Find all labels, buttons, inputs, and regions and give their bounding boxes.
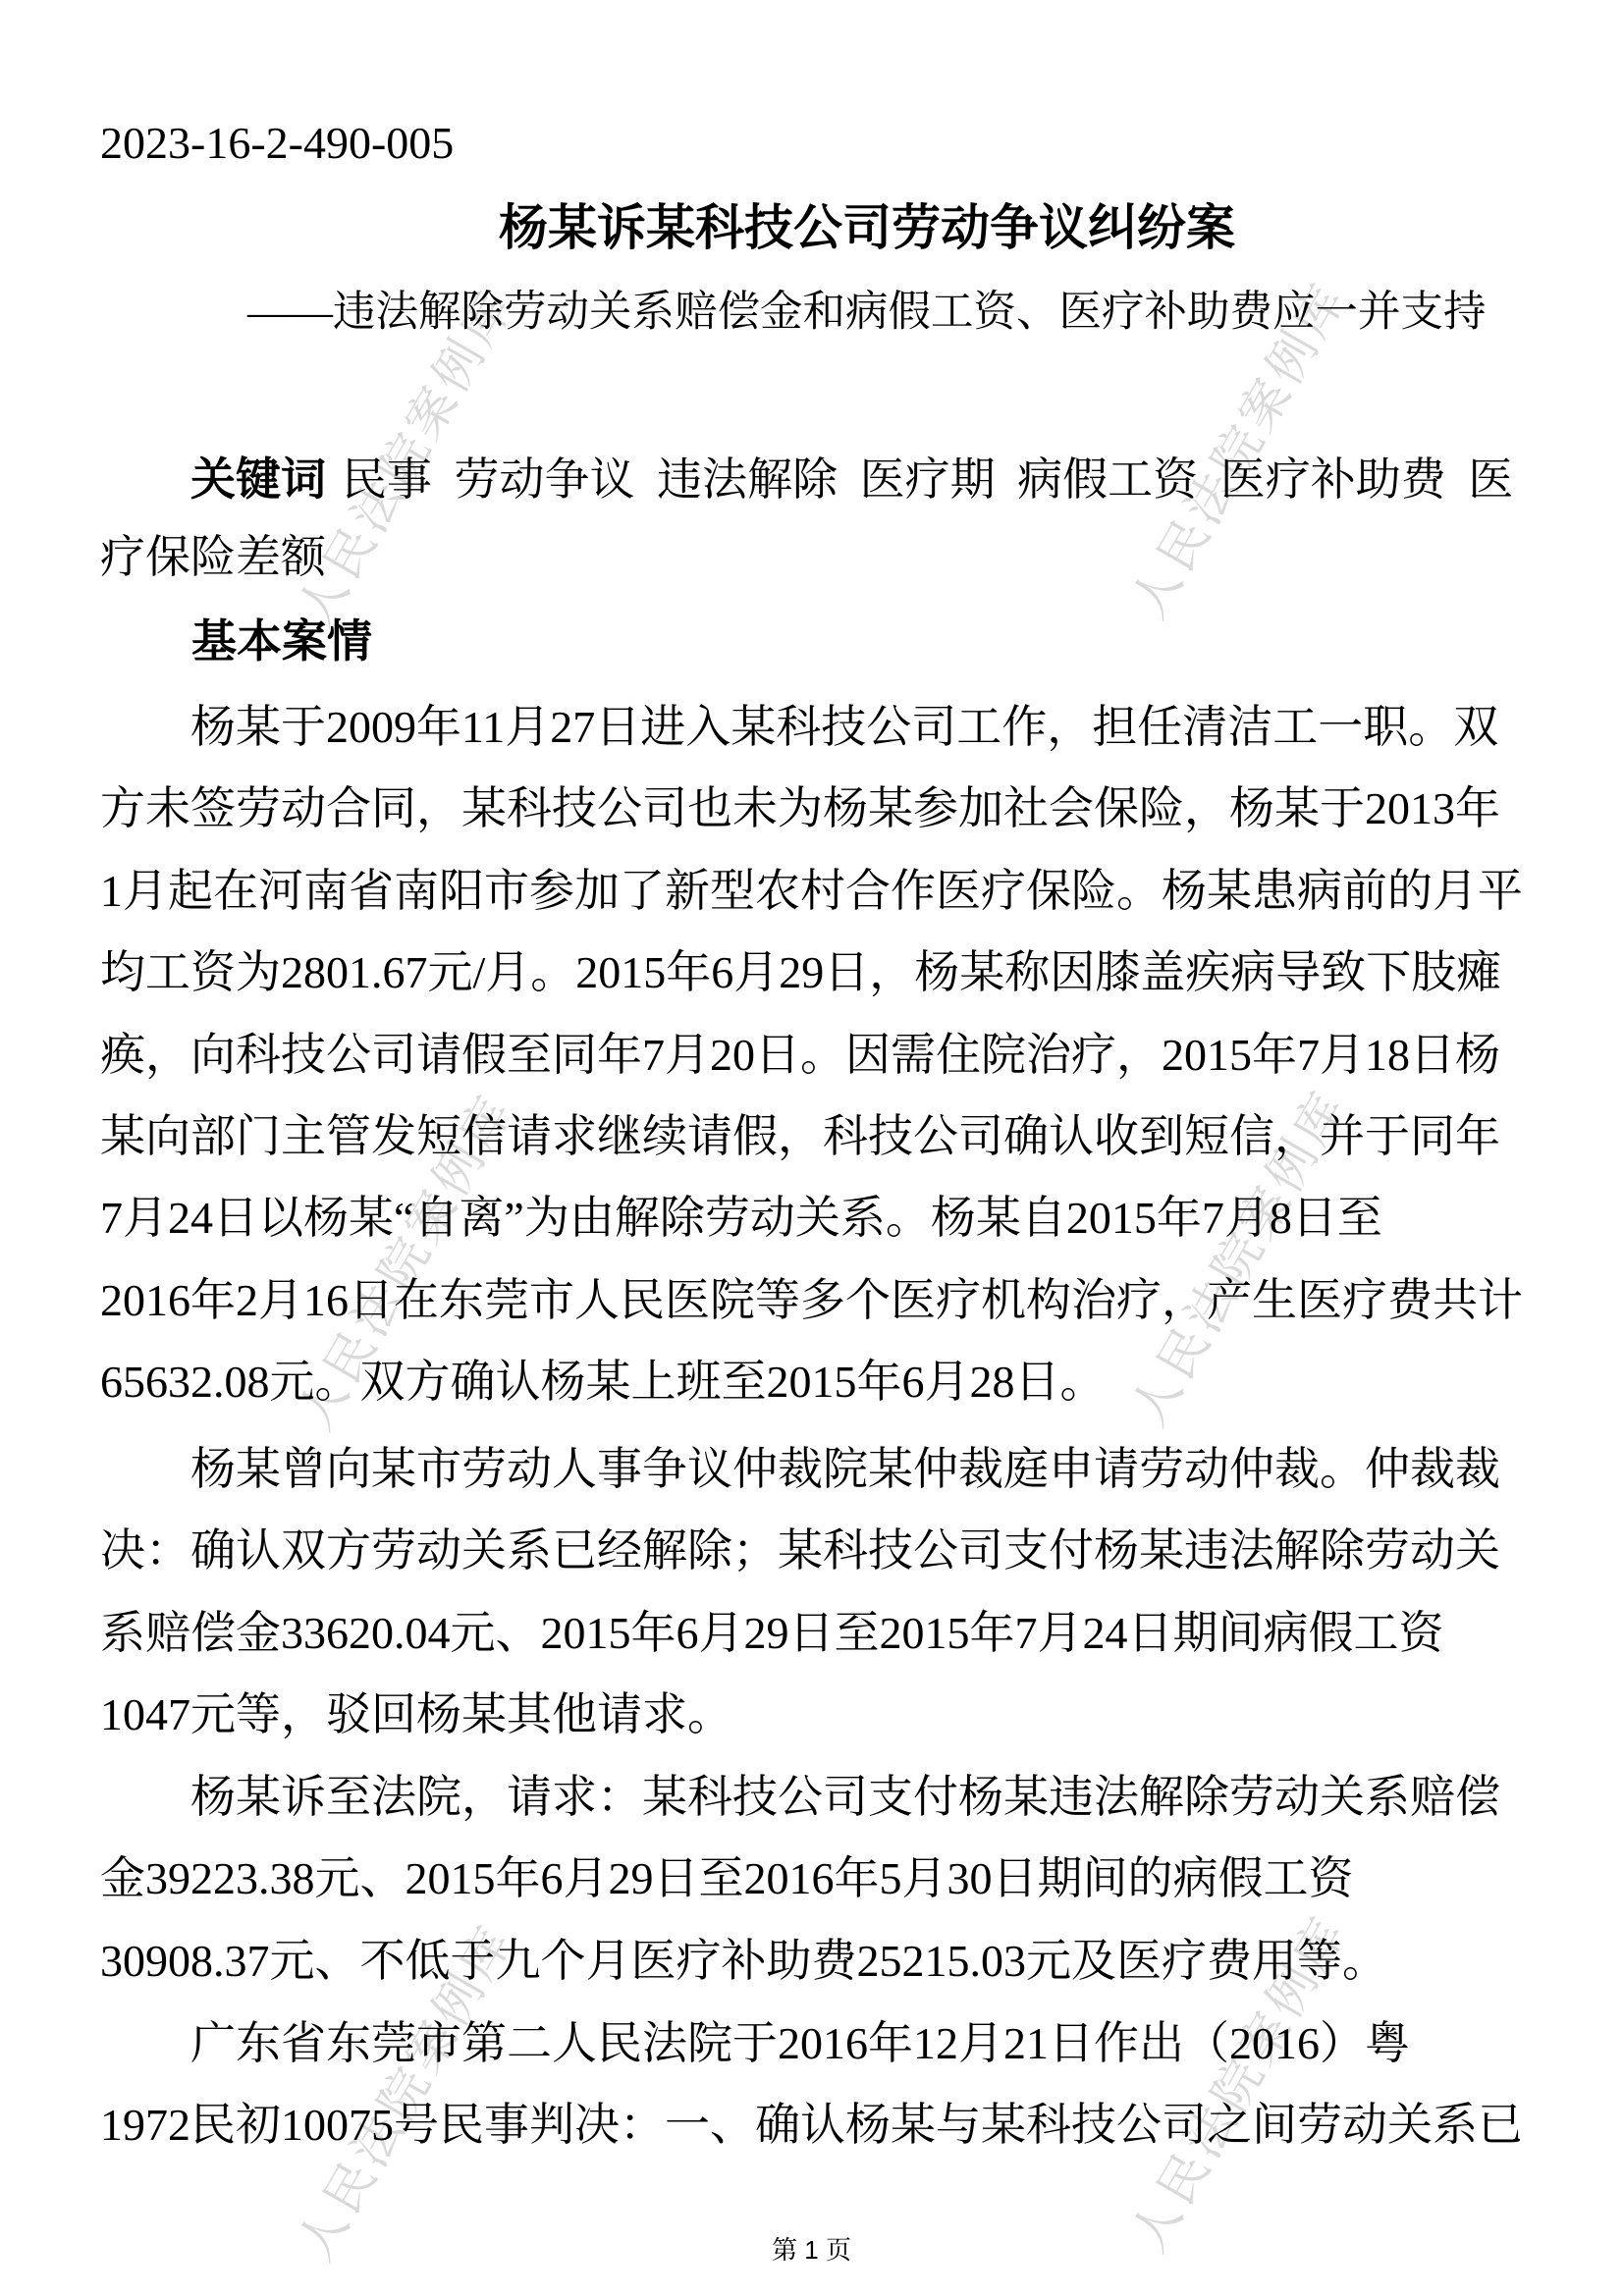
case-id: 2023-16-2-490-005: [100, 118, 455, 168]
keywords-values: 疗保险差额: [100, 532, 326, 582]
watermark-text: 人民法院案例库: [287, 1084, 524, 1439]
paragraph-line: 30908.37元、不低于九个月医疗补助费25215.03元及医疗费用等。: [100, 1935, 1387, 1986]
paragraph-line: 均工资为2801.67元/月。2015年6月29日，杨某称因膝盖疾病导致下肢瘫: [100, 947, 1502, 998]
paragraph-line: 系赔偿金33620.04元、2015年6月29日至2015年7月24日期间病假工资: [100, 1607, 1444, 1658]
paragraph: [100, 1756, 1500, 2002]
paragraph-line: 1972民初10075号民事判决：一、确认杨某与某科技公司之间劳动关系已: [100, 2100, 1523, 2151]
watermark-text: 人民法院案例库: [287, 280, 524, 635]
document-subtitle: ——违法解除劳动关系赔偿金和病假工资、医疗补助费应一并支持: [247, 289, 1487, 336]
paragraph-line: 痪，向科技公司请假至同年7月20日。因需住院治疗，2015年7月18日杨: [100, 1029, 1500, 1080]
watermark-text: 人民法院案例库: [1120, 1080, 1358, 1435]
paragraph: [100, 1428, 1500, 1756]
document-title: 杨某诉某科技公司劳动争议纠纷案: [499, 200, 1235, 255]
paragraph-line: 广东省东莞市第二人民法院于2016年12月21日作出（2016）粤: [190, 2018, 1410, 2068]
keywords-label: 关键词: [190, 454, 326, 505]
keywords-line: [100, 518, 1513, 597]
watermark-text: 人民法院案例库: [1120, 1905, 1358, 2261]
paragraph-line: 杨某曾向某市劳动人事争议仲裁院某仲裁庭申请劳动仲裁。仲裁裁: [190, 1444, 1500, 1494]
paragraph-line: 杨某诉至法院，请求：某科技公司支付杨某违法解除劳动关系赔偿: [190, 1772, 1500, 1822]
keywords-values: 民事 劳动争议 违法解除 医疗期 病假工资 医疗补助费 医: [342, 454, 1514, 505]
paragraph-line: 某向部门主管发短信请求继续请假，科技公司确认收到短信，并于同年: [100, 1110, 1500, 1161]
paragraph-line: 2016年2月16日在东莞市人民医院等多个医疗机构治疗，产生医疗费共计: [100, 1274, 1523, 1325]
paragraph-line: 7月24日以杨某“自离”为由解除劳动关系。杨某自2015年7月8日至: [100, 1193, 1382, 1244]
paragraph-line: 1月起在河南省南阳市参加了新型农村合作医疗保险。杨某患病前的月平: [100, 865, 1523, 916]
keywords-block: [100, 440, 1513, 597]
paragraph-line: 杨某于2009年11月27日进入某科技公司工作，担任清洁工一职。双: [190, 702, 1499, 752]
watermark-text: 人民法院案例库: [287, 1914, 524, 2269]
paragraph-line: 1047元等，驳回杨某其他请求。: [100, 1689, 732, 1740]
paragraph-line: 金39223.38元、2015年6月29日至2016年5月30日期间的病假工资: [100, 1853, 1354, 1904]
page-number: 第 1 页: [772, 2235, 851, 2265]
watermark-text: 人民法院案例库: [1120, 272, 1358, 627]
paragraph-line: 65632.08元。双方确认杨某上班至2015年6月28日。: [100, 1357, 1106, 1408]
paragraph: [100, 2002, 1523, 2166]
paragraph-line: 方未签劳动合同，某科技公司也未为杨某参加社会保险，杨某于2013年: [100, 783, 1500, 834]
paragraph: [100, 686, 1523, 1423]
keywords-line: [100, 440, 1513, 518]
paragraph-line: 决：确认双方劳动关系已经解除；某科技公司支付杨某违法解除劳动关: [100, 1525, 1500, 1576]
section-heading: 基本案情: [191, 615, 372, 667]
